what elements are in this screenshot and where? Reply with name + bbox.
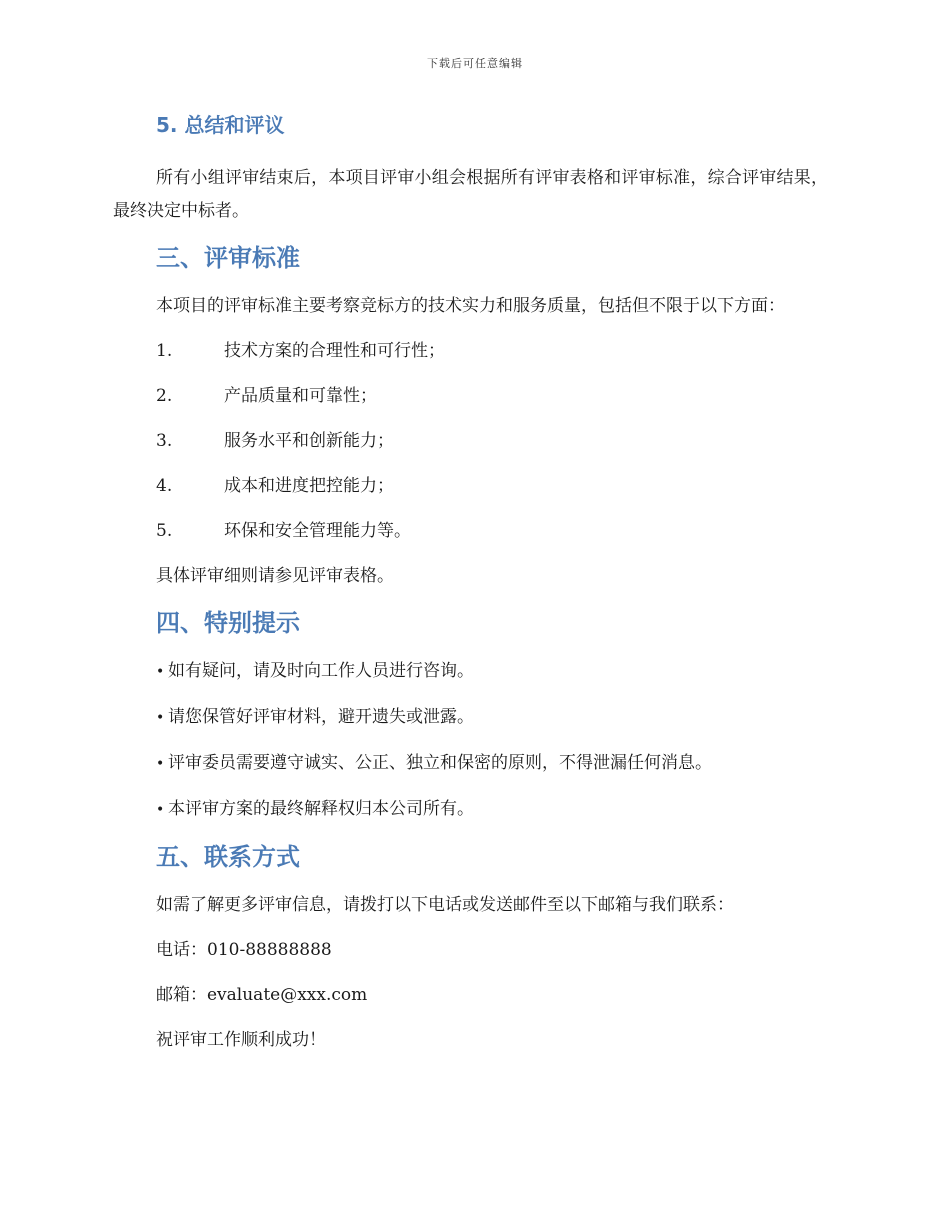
- list-number: 1.: [156, 341, 173, 361]
- list-text: 服务水平和创新能力；: [224, 431, 394, 451]
- bullet-item: [156, 655, 828, 689]
- bullet-text: 请您保管好评审材料，避开遗失或泄露。: [168, 707, 474, 727]
- paragraph-summary: 所有小组评审结束后，本项目评审小组会根据所有评审表格和评审标准，综合评审结果，最终决定中标者。: [113, 168, 828, 221]
- contact-email: 邮箱：evaluate@xxx.com: [156, 985, 368, 1005]
- closing-wish: 祝评审工作顺利成功！: [156, 1030, 326, 1050]
- heading-summary: 5. 总结和评议: [156, 113, 285, 137]
- contact-phone: 电话：010-88888888: [156, 940, 332, 960]
- bullet-icon: •: [156, 756, 165, 772]
- list-item: [156, 470, 828, 503]
- bullet-item: [156, 793, 828, 827]
- bullet-item: [156, 701, 828, 735]
- bullet-icon: •: [156, 710, 165, 726]
- list-text: 产品质量和可靠性；: [224, 386, 377, 406]
- paragraph-criteria-intro: 本项目的评审标准主要考察竞标方的技术实力和服务质量，包括但不限于以下方面：: [156, 296, 785, 316]
- list-number: 5.: [156, 521, 173, 541]
- paragraph-criteria-closing: 具体评审细则请参见评审表格。: [156, 566, 394, 586]
- bullet-text: 如有疑问，请及时向工作人员进行咨询。: [168, 661, 474, 681]
- paragraph-contact-intro: 如需了解更多评审信息，请拨打以下电话或发送邮件至以下邮箱与我们联系：: [156, 895, 734, 915]
- list-text: 环保和安全管理能力等。: [224, 521, 411, 541]
- bullet-text: 评审委员需要遵守诚实、公正、独立和保密的原则，不得泄漏任何消息。: [168, 753, 712, 773]
- heading-criteria: 三、评审标准: [156, 244, 300, 272]
- list-item: [156, 380, 828, 413]
- list-text: 技术方案的合理性和可行性；: [224, 341, 445, 361]
- bullet-icon: •: [156, 664, 165, 680]
- list-number: 3.: [156, 431, 173, 451]
- heading-special-notes: 四、特别提示: [156, 609, 300, 637]
- bullet-item: [156, 747, 828, 781]
- bullet-text: 本评审方案的最终解释权归本公司所有。: [168, 799, 474, 819]
- list-text: 成本和进度把控能力；: [224, 476, 394, 496]
- list-number: 4.: [156, 476, 173, 496]
- list-item: [156, 515, 828, 548]
- list-item: [156, 425, 828, 458]
- document-body: [113, 108, 828, 1069]
- heading-contact: 五、联系方式: [156, 843, 300, 871]
- list-number: 2.: [156, 386, 173, 406]
- page-header: 下载后可任意编辑: [427, 57, 523, 70]
- bullet-icon: •: [156, 802, 165, 818]
- list-item: [156, 335, 828, 368]
